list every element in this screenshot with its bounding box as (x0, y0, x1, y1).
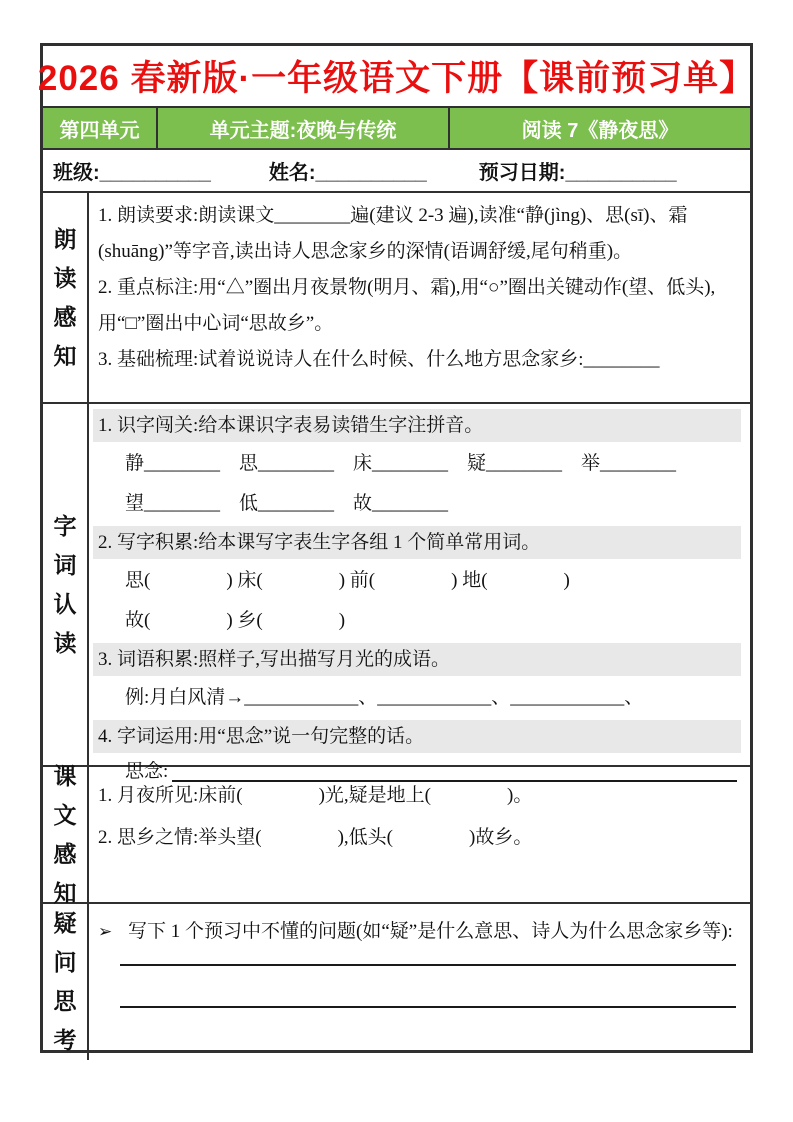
question-prompt: 写下 1 个预习中不懂的问题(如“疑”是什么意思、诗人为什么思念家乡等): (128, 921, 733, 942)
vocab-answer-row: 例:月白风清→____________、____________、____________、 (125, 687, 644, 708)
reading-line: 2. 重点标注:用“△”圈出月夜景物(明月、霜),用“○”圈出关键动作(望、低头),用“□”圈出中心词“思故乡”。 (98, 277, 716, 334)
section-text-sense-content (89, 767, 750, 902)
theme-cell: 单元主题:夜晚与传统 (158, 108, 450, 148)
vocab-instruction: 4. 字词运用:用“思念”说一句完整的话。 (93, 720, 741, 753)
vocab-answer-row: 望________ 低________ 故________ (125, 493, 449, 514)
section-text-sense (43, 762, 750, 906)
section-reading-label: 朗读感知 (43, 193, 89, 402)
lesson-cell: 阅读 7《静夜思》 (521, 119, 679, 142)
section-question-content (89, 904, 750, 1060)
vocab-answer-row: 故( ) 乡( ) (125, 610, 346, 631)
section-question (43, 904, 750, 1060)
section-question-label: 疑问思考 (43, 904, 89, 1060)
section-vocab (43, 404, 750, 782)
vocab-answer-row: 思( ) 床( ) 前( ) 地( ) (125, 570, 570, 591)
text-sense-line: 1. 月夜所见:床前( )光,疑是地上( )。 (98, 785, 533, 806)
section-vocab-label: 字词认读 (43, 404, 89, 765)
reading-line: 3. 基础梳理:试着说说诗人在什么时候、什么地方思念家乡:________ (98, 349, 660, 370)
info-bar (43, 150, 750, 193)
unit-cell: 第四单元 (43, 108, 158, 148)
vocab-answer-row: 静________ 思________ 床________ 疑________ 举________ (125, 453, 677, 474)
date-field: 预习日期:__________ (478, 162, 677, 184)
section-reading (43, 193, 750, 404)
answer-blank-line (120, 1006, 736, 1008)
text-sense-line: 2. 思乡之情:举头望( ),低头( )故乡。 (98, 827, 533, 848)
name-field: 姓名:__________ (268, 162, 427, 184)
vocab-instruction: 3. 词语积累:照样子,写出描写月光的成语。 (93, 643, 741, 676)
question-prompt-row (98, 912, 742, 952)
worksheet-table (37, 43, 756, 1053)
title-row (37, 46, 756, 108)
answer-blank-line (120, 964, 736, 966)
arrow-bullet-icon: ➢ (98, 922, 113, 941)
vocab-instruction: 1. 识字闯关:给本课识字表易读错生字注拼音。 (93, 409, 741, 442)
page-title: 2026 春新版·一年级语文下册【课前预习单】 (37, 59, 756, 98)
vocab-instruction: 2. 写字积累:给本课写字表生字各组 1 个简单常用词。 (93, 526, 741, 559)
class-field: 班级:__________ (53, 162, 211, 184)
unit-bar (43, 108, 750, 150)
section-text-sense-label: 课文感知 (43, 767, 89, 902)
section-vocab-content (89, 404, 750, 782)
section-reading-content (89, 193, 750, 402)
reading-line: 1. 朗读要求:朗读课文________遍(建议 2-3 遍),读准“静(jìng)、思(sī)、霜(shuāng)”等字音,读出诗人思念家乡的深情(语调舒缓,尾句稍重)。 (98, 205, 688, 262)
vocab-answer-prefix: 思念: (125, 761, 169, 782)
